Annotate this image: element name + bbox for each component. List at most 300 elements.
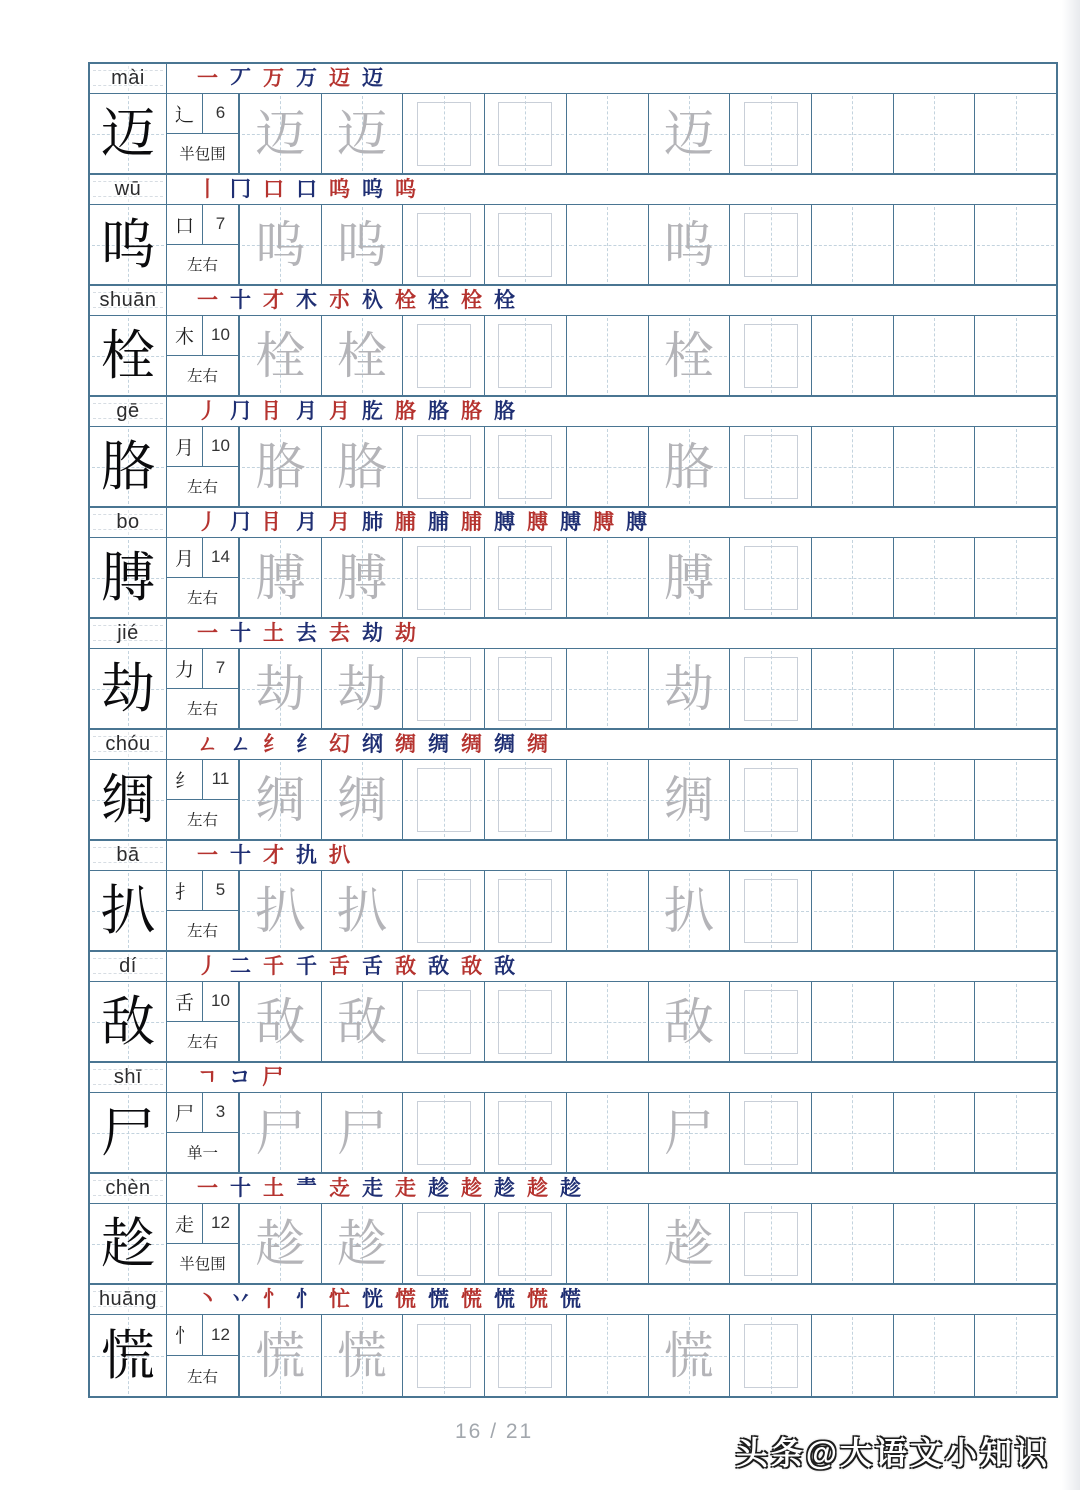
trace-practice-cell (240, 871, 322, 950)
stroke-order-glyph: ㄥ (197, 732, 218, 756)
stroke-order-glyph: 趁 (494, 1176, 515, 1200)
stroke-order-glyph: 一 (197, 843, 218, 867)
stroke-order-glyph: 敌 (494, 954, 515, 978)
inner-write-box (744, 102, 798, 166)
trace-character: 迈 (337, 105, 388, 162)
stroke-order-glyph: 万 (263, 66, 284, 90)
stroke-order-glyph: 忄 (296, 1287, 317, 1311)
empty-practice-cell (894, 1315, 976, 1396)
empty-practice-cell (894, 205, 976, 284)
stroke-order-glyph: 木 (296, 288, 317, 312)
stroke-order-glyph: 口 (263, 177, 284, 201)
stroke-order-glyph: 胳 (395, 399, 416, 423)
empty-practice-cell (894, 94, 976, 173)
pinyin-box (90, 730, 167, 759)
trace-character: 胳 (337, 438, 388, 495)
stroke-order-glyph: 慌 (395, 1287, 416, 1311)
empty-practice-cell (567, 1204, 649, 1283)
boxed-practice-cell (485, 427, 567, 506)
boxed-practice-cell (485, 1315, 567, 1396)
inner-write-box (417, 768, 471, 832)
empty-practice-cell (975, 871, 1056, 950)
empty-practice-cell (567, 649, 649, 728)
stroke-order-glyph: 脯 (395, 510, 416, 534)
model-character-cell (90, 316, 167, 395)
empty-practice-cell (567, 982, 649, 1061)
structure-label: 左右 (186, 479, 218, 497)
model-character: 敌 (101, 991, 155, 1052)
pinyin-strokeorder-band (90, 175, 1056, 205)
practice-cells (240, 427, 1056, 506)
empty-practice-cell (812, 982, 894, 1061)
stroke-order-glyph: 一 (197, 288, 218, 312)
stroke-order-glyph: 迈 (362, 66, 383, 90)
pinyin-label: huāng (98, 1288, 158, 1310)
character-row (90, 619, 1056, 730)
trace-practice-cell (240, 1315, 322, 1396)
stroke-order-glyph: 栓 (494, 288, 515, 312)
practice-cells (240, 94, 1056, 173)
empty-practice-cell (975, 427, 1056, 506)
stroke-order-glyph: 尸 (262, 1065, 284, 1089)
trace-practice-cell (322, 538, 404, 617)
inner-write-box (744, 1101, 798, 1165)
pinyin-strokeorder-band (90, 952, 1056, 982)
inner-write-box (744, 324, 798, 388)
pinyin-strokeorder-band (90, 1285, 1056, 1315)
trace-character: 呜 (663, 216, 714, 273)
practice-band (90, 316, 1056, 397)
empty-practice-cell (812, 649, 894, 728)
stroke-order-glyph: 趁 (560, 1176, 581, 1200)
radical-label: 忄 (167, 1315, 203, 1355)
empty-practice-cell (812, 94, 894, 173)
inner-write-box (498, 546, 552, 610)
model-character: 胳 (101, 436, 155, 497)
stroke-order-glyph: 去 (329, 621, 350, 645)
stroke-order-glyph: 冂 (230, 177, 251, 201)
stroke-order-glyph: 丿 (197, 399, 218, 423)
boxed-practice-cell (730, 649, 812, 728)
trace-character: 劫 (663, 660, 714, 717)
trace-character: 绸 (255, 771, 306, 828)
pinyin-box (90, 175, 167, 204)
trace-character: 膊 (337, 549, 388, 606)
boxed-practice-cell (485, 1093, 567, 1172)
stroke-order-glyph: ⺝ (263, 399, 284, 423)
structure-label: 左右 (186, 701, 218, 719)
empty-practice-cell (567, 94, 649, 173)
boxed-practice-cell (403, 649, 485, 728)
empty-practice-cell (567, 1093, 649, 1172)
trace-practice-cell (649, 205, 731, 284)
stroke-order-glyph: ⺆ (230, 399, 251, 423)
practice-cells (240, 1093, 1056, 1172)
inner-write-box (417, 102, 471, 166)
stroke-order-glyph: 万 (296, 66, 317, 90)
pinyin-strokeorder-band (90, 619, 1056, 649)
stroke-order-glyph: 月 (329, 510, 350, 534)
model-character-cell (90, 205, 167, 284)
inner-write-box (417, 546, 471, 610)
trace-practice-cell (240, 538, 322, 617)
boxed-practice-cell (485, 871, 567, 950)
inner-write-box (744, 657, 798, 721)
stroke-order-glyph: 膊 (626, 510, 647, 534)
boxed-practice-cell (403, 871, 485, 950)
stroke-order-glyph: 慌 (461, 1287, 482, 1311)
inner-write-box (417, 990, 471, 1054)
trace-practice-cell (649, 1093, 731, 1172)
empty-practice-cell (812, 871, 894, 950)
character-row (90, 841, 1056, 952)
inner-write-box (498, 768, 552, 832)
stroke-order-glyph: 才 (263, 288, 284, 312)
model-character-cell (90, 427, 167, 506)
inner-write-box (744, 990, 798, 1054)
stroke-order-sequence (167, 619, 1056, 648)
trace-practice-cell (240, 205, 322, 284)
trace-practice-cell (322, 316, 404, 395)
stroke-order-glyph: 敌 (395, 954, 416, 978)
pinyin-strokeorder-band (90, 508, 1056, 538)
pinyin-label: dí (119, 955, 137, 977)
empty-practice-cell (812, 538, 894, 617)
page-number: 16 / 21 (455, 1420, 534, 1443)
stroke-order-sequence (167, 1174, 1056, 1203)
trace-character: 趁 (255, 1215, 306, 1272)
pinyin-strokeorder-band (90, 397, 1056, 427)
inner-write-box (417, 213, 471, 277)
trace-practice-cell (649, 316, 731, 395)
stroke-order-glyph: 丶 (197, 1287, 218, 1311)
stroke-order-glyph: 舌 (362, 954, 383, 978)
trace-practice-cell (240, 649, 322, 728)
trace-practice-cell (240, 427, 322, 506)
radical-label: 木 (167, 316, 203, 355)
trace-character: 呜 (337, 216, 388, 273)
trace-character: 敌 (337, 993, 388, 1050)
inner-write-box (417, 1324, 471, 1388)
stroke-order-glyph: 扏 (296, 843, 317, 867)
model-character: 劫 (101, 658, 155, 719)
character-info-box (167, 1204, 240, 1283)
trace-character: 栓 (337, 327, 388, 384)
structure-label: 左右 (186, 812, 218, 830)
trace-character: 劫 (337, 660, 388, 717)
stroke-order-glyph: 胳 (428, 399, 449, 423)
stroke-order-glyph: 十 (230, 1176, 251, 1200)
boxed-practice-cell (485, 982, 567, 1061)
stroke-order-glyph: コ (229, 1065, 251, 1089)
model-character: 栓 (101, 325, 155, 386)
model-character: 膊 (101, 547, 155, 608)
radical-label: 扌 (167, 871, 203, 910)
practice-cells (240, 649, 1056, 728)
stroke-order-glyph: 胳 (461, 399, 482, 423)
stroke-order-sequence (167, 175, 1056, 204)
inner-write-box (744, 1324, 798, 1388)
trace-practice-cell (240, 94, 322, 173)
stroke-order-glyph: 绸 (494, 732, 515, 756)
trace-practice-cell (649, 760, 731, 839)
stroke-order-glyph: 一 (197, 1176, 218, 1200)
inner-write-box (744, 546, 798, 610)
character-info-box (167, 316, 240, 395)
model-character-cell (90, 94, 167, 173)
trace-character: 敌 (255, 993, 306, 1050)
character-info-box (167, 538, 240, 617)
stroke-order-glyph: 慌 (428, 1287, 449, 1311)
stroke-count-label: 14 (211, 547, 230, 567)
pinyin-box (90, 397, 167, 426)
character-info-box (167, 1093, 240, 1172)
stroke-order-glyph: 丿 (197, 510, 218, 534)
character-info-box (167, 649, 240, 728)
trace-character: 趁 (663, 1215, 714, 1272)
stroke-order-glyph: 趁 (461, 1176, 482, 1200)
trace-character: 迈 (663, 105, 714, 162)
stroke-order-glyph: ㄱ (197, 1065, 218, 1089)
radical-label: 辶 (167, 94, 203, 133)
empty-practice-cell (975, 316, 1056, 395)
structure-label: 左右 (186, 590, 218, 608)
practice-band (90, 94, 1056, 175)
character-info-box (167, 205, 240, 284)
stroke-order-glyph: 慌 (560, 1287, 581, 1311)
inner-write-box (417, 879, 471, 943)
radical-label: 走 (167, 1204, 203, 1243)
stroke-order-glyph: 肐 (362, 399, 383, 423)
boxed-practice-cell (403, 1315, 485, 1396)
boxed-practice-cell (485, 205, 567, 284)
inner-write-box (417, 657, 471, 721)
inner-write-box (498, 990, 552, 1054)
stroke-order-glyph: 膊 (494, 510, 515, 534)
stroke-order-glyph: 土 (263, 1176, 284, 1200)
stroke-order-glyph: 敌 (461, 954, 482, 978)
character-info-box (167, 760, 240, 839)
empty-practice-cell (894, 1093, 976, 1172)
stroke-order-glyph: 忄 (263, 1287, 284, 1311)
trace-character: 敌 (663, 993, 714, 1050)
inner-write-box (744, 1212, 798, 1276)
pinyin-label: chóu (105, 733, 151, 755)
stroke-order-glyph: 敌 (428, 954, 449, 978)
empty-practice-cell (975, 1093, 1056, 1172)
empty-practice-cell (975, 205, 1056, 284)
structure-label: 半包围 (179, 146, 226, 164)
trace-character: 胳 (663, 438, 714, 495)
empty-practice-cell (894, 982, 976, 1061)
pinyin-label: gē (116, 400, 140, 422)
model-character: 慌 (101, 1325, 155, 1386)
model-character-cell (90, 649, 167, 728)
pinyin-label: jié (117, 622, 139, 644)
pinyin-box (90, 508, 167, 537)
stroke-count-label: 7 (215, 658, 226, 678)
boxed-practice-cell (403, 538, 485, 617)
empty-practice-cell (812, 1093, 894, 1172)
trace-character: 尸 (663, 1104, 714, 1161)
trace-practice-cell (322, 871, 404, 950)
empty-practice-cell (567, 760, 649, 839)
empty-practice-cell (975, 760, 1056, 839)
character-row (90, 1063, 1056, 1174)
inner-write-box (417, 324, 471, 388)
practice-band (90, 1093, 1056, 1174)
boxed-practice-cell (485, 760, 567, 839)
stroke-order-glyph: 十 (230, 843, 251, 867)
boxed-practice-cell (730, 1315, 812, 1396)
trace-character: 栓 (255, 327, 306, 384)
practice-cells (240, 1204, 1056, 1283)
empty-practice-cell (812, 316, 894, 395)
practice-band (90, 538, 1056, 619)
trace-character: 膊 (663, 549, 714, 606)
trace-character: 扒 (663, 882, 714, 939)
character-row (90, 1174, 1056, 1285)
inner-write-box (498, 324, 552, 388)
practice-band (90, 871, 1056, 952)
boxed-practice-cell (730, 427, 812, 506)
model-character: 绸 (101, 769, 155, 830)
boxed-practice-cell (485, 1204, 567, 1283)
character-info-box (167, 982, 240, 1061)
radical-label: 口 (167, 205, 203, 244)
stroke-order-glyph: 去 (296, 621, 317, 645)
stroke-order-glyph: ⺆ (230, 510, 251, 534)
empty-practice-cell (894, 649, 976, 728)
practice-cells (240, 871, 1056, 950)
trace-character: 膊 (255, 549, 306, 606)
boxed-practice-cell (730, 205, 812, 284)
trace-character: 劫 (255, 660, 306, 717)
boxed-practice-cell (485, 94, 567, 173)
stroke-order-glyph: 膊 (593, 510, 614, 534)
trace-character: 慌 (663, 1327, 714, 1384)
stroke-order-glyph: 杁 (362, 288, 383, 312)
stroke-order-glyph: 呜 (362, 177, 383, 201)
model-character-cell (90, 1093, 167, 1172)
model-character-cell (90, 1315, 167, 1396)
character-row (90, 952, 1056, 1063)
stroke-order-glyph: 膊 (560, 510, 581, 534)
radical-label: 尸 (167, 1093, 203, 1132)
practice-cells (240, 538, 1056, 617)
inner-write-box (498, 1101, 552, 1165)
model-character-cell (90, 1204, 167, 1283)
boxed-practice-cell (730, 982, 812, 1061)
inner-write-box (498, 1324, 552, 1388)
pinyin-box (90, 619, 167, 648)
stroke-count-label: 10 (211, 991, 230, 1011)
model-character-cell (90, 538, 167, 617)
stroke-order-glyph: 走 (395, 1176, 416, 1200)
trace-practice-cell (322, 982, 404, 1061)
model-character: 趁 (101, 1213, 155, 1274)
pinyin-label: bā (116, 844, 140, 866)
stroke-order-glyph: 扒 (329, 843, 350, 867)
inner-write-box (417, 1212, 471, 1276)
boxed-practice-cell (730, 760, 812, 839)
empty-practice-cell (812, 1315, 894, 1396)
stroke-order-glyph: 绸 (527, 732, 548, 756)
inner-write-box (498, 879, 552, 943)
stroke-order-glyph: 十 (230, 621, 251, 645)
character-row (90, 730, 1056, 841)
empty-practice-cell (894, 1204, 976, 1283)
trace-practice-cell (649, 649, 731, 728)
pinyin-strokeorder-band (90, 286, 1056, 316)
pinyin-box (90, 286, 167, 315)
boxed-practice-cell (403, 982, 485, 1061)
empty-practice-cell (812, 427, 894, 506)
model-character: 尸 (101, 1102, 155, 1163)
trace-character: 慌 (255, 1327, 306, 1384)
watermark-label: 头条@大语文小知识 (735, 1435, 1050, 1471)
trace-practice-cell (322, 205, 404, 284)
trace-practice-cell (240, 1093, 322, 1172)
empty-practice-cell (567, 205, 649, 284)
character-row (90, 508, 1056, 619)
stroke-order-glyph: 脯 (428, 510, 449, 534)
stroke-order-glyph: 月 (296, 510, 317, 534)
empty-practice-cell (975, 1204, 1056, 1283)
trace-practice-cell (240, 1204, 322, 1283)
character-row (90, 64, 1056, 175)
stroke-order-glyph: 肺 (362, 510, 383, 534)
practice-band (90, 205, 1056, 286)
pinyin-strokeorder-band (90, 730, 1056, 760)
stroke-order-glyph: 膊 (527, 510, 548, 534)
practice-cells (240, 760, 1056, 839)
stroke-order-glyph: 纟 (296, 732, 317, 756)
stroke-count-label: 6 (215, 103, 226, 123)
stroke-order-glyph: 纟 (263, 732, 284, 756)
trace-practice-cell (322, 649, 404, 728)
stroke-order-glyph: 才 (263, 843, 284, 867)
practice-band (90, 649, 1056, 730)
empty-practice-cell (975, 982, 1056, 1061)
stroke-order-glyph: 一 (197, 66, 218, 90)
stroke-order-glyph: 忙 (329, 1287, 350, 1311)
stroke-order-sequence (167, 1063, 1056, 1092)
stroke-order-glyph: ㄥ (230, 732, 251, 756)
stroke-order-glyph: 胳 (494, 399, 515, 423)
trace-character: 呜 (255, 216, 306, 273)
stroke-count-label: 12 (211, 1213, 230, 1233)
model-character-cell (90, 871, 167, 950)
boxed-practice-cell (403, 760, 485, 839)
trace-practice-cell (240, 316, 322, 395)
trace-character: 慌 (337, 1327, 388, 1384)
character-row (90, 1285, 1056, 1396)
trace-character: 尸 (337, 1104, 388, 1161)
stroke-order-sequence (167, 286, 1056, 315)
trace-character: 趁 (337, 1215, 388, 1272)
boxed-practice-cell (730, 1204, 812, 1283)
trace-practice-cell (240, 982, 322, 1061)
boxed-practice-cell (730, 316, 812, 395)
stroke-order-glyph: 走 (362, 1176, 383, 1200)
boxed-practice-cell (403, 94, 485, 173)
boxed-practice-cell (403, 427, 485, 506)
radical-label: 月 (167, 427, 203, 466)
stroke-order-glyph: 一 (197, 621, 218, 645)
structure-label: 半包围 (179, 1256, 226, 1274)
stroke-order-glyph: 趁 (527, 1176, 548, 1200)
